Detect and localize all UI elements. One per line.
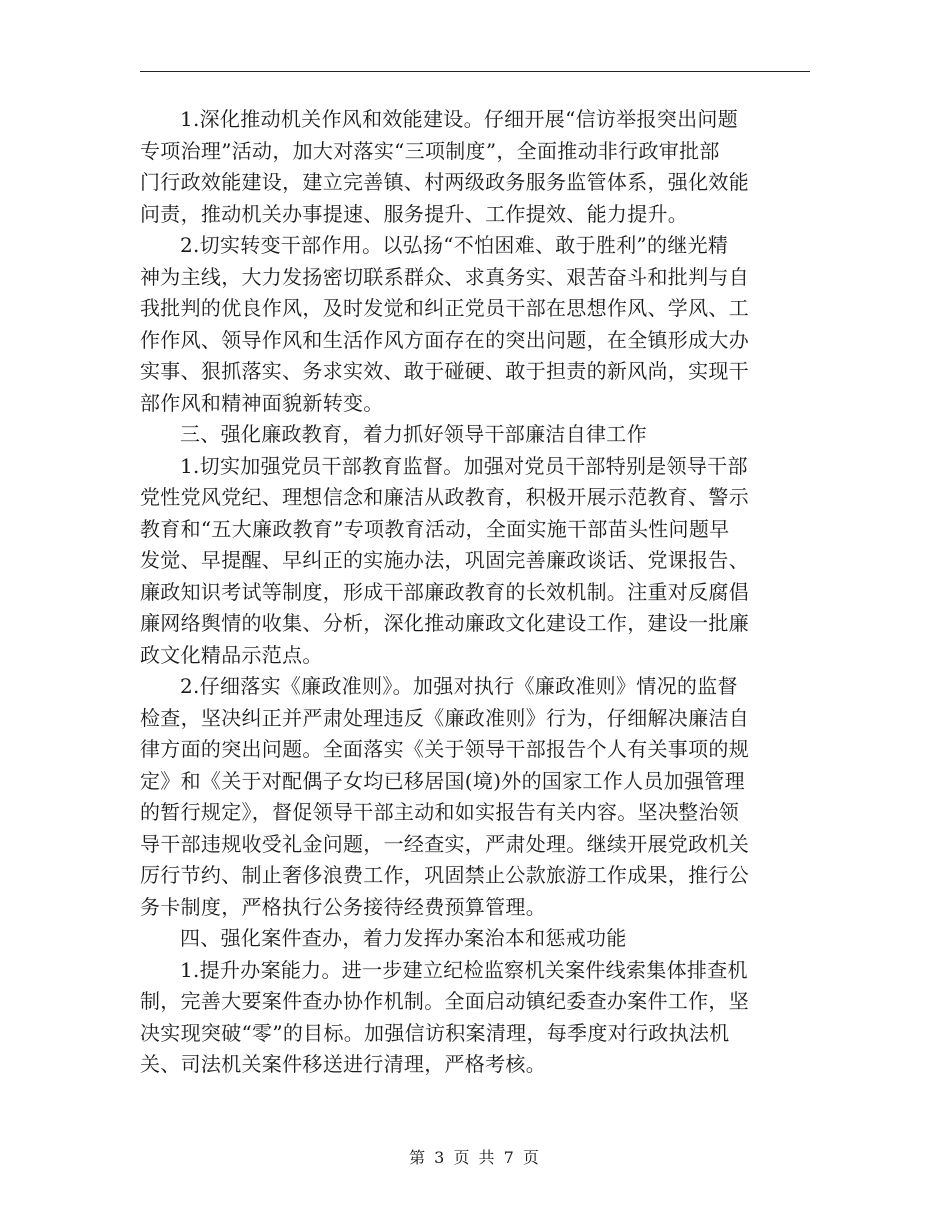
text-line: 问责，推动机关办事提速、服务提升、工作提效、能力提升。 bbox=[140, 201, 689, 226]
text-line: 神为主线，大力发扬密切联系群众、求真务实、艰苦奋斗和批判与自 bbox=[140, 264, 749, 289]
text-line: 门行政效能建设，建立完善镇、村两级政务服务监管体系，强化效能 bbox=[140, 170, 749, 194]
text-line: 的暂行规定》，督促领导干部主动和如实报告有关内容。坚决整治领 bbox=[140, 800, 739, 824]
text-line: 四、强化案件查办，着力发挥办案治本和惩戒功能 bbox=[180, 926, 627, 950]
page-number: 第 3 页 共 7 页 bbox=[409, 1148, 541, 1167]
text-line: 廉网络舆情的收集、分析，深化推动廉政文化建设工作，建设一批廉 bbox=[140, 611, 749, 635]
text-line: 1.深化推动机关作风和效能建设。仔细开展“信访举报突出问题 bbox=[180, 107, 739, 131]
text-line: 厉行节约、制止奢侈浪费工作，巩固禁止公款旅游工作成果，推行公 bbox=[140, 863, 749, 887]
text-line: 廉政知识考试等制度，形成干部廉政教育的长效机制。注重对反腐倡 bbox=[140, 579, 749, 604]
header-rule bbox=[140, 71, 810, 72]
text-line: 检查，坚决纠正并严肃处理违反《廉政准则》行为，仔细解决廉洁自 bbox=[140, 705, 749, 730]
text-line: 2.切实转变干部作用。以弘扬“不怕困难、敢于胜利”的继光精 bbox=[180, 233, 729, 257]
text-line: 三、强化廉政教育，着力抓好领导干部廉洁自律工作 bbox=[180, 422, 647, 446]
text-line: 作作风、领导作风和生活作风方面存在的突出问题，在全镇形成大办 bbox=[140, 327, 749, 352]
text-line: 律方面的突出问题。全面落实《关于领导干部报告个人有关事项的规 bbox=[140, 737, 749, 761]
text-line: 教育和“五大廉政教育”专项教育活动，全面实施干部苗头性问题早 bbox=[140, 516, 730, 541]
text-line: 务卡制度，严格执行公务接待经费预算管理。 bbox=[140, 894, 546, 919]
text-line: 部作风和精神面貌新转变。 bbox=[140, 390, 384, 415]
text-line: 导干部违规收受礼金问题，一经查实，严肃处理。继续开展党政机关 bbox=[140, 831, 749, 856]
text-line: 关、司法机关案件移送进行清理，严格考核。 bbox=[140, 1052, 546, 1076]
text-line: 政文化精品示范点。 bbox=[140, 642, 323, 667]
text-line: 发觉、早提醒、早纠正的实施办法，巩固完善廉政谈话、党课报告、 bbox=[140, 548, 749, 572]
text-lines bbox=[140, 104, 810, 1081]
text-line: 专项治理”活动，加大对落实“三项制度”，全面推动非行政审批部 bbox=[140, 138, 720, 163]
text-line: 我批判的优良作风，及时发觉和纠正党员干部在思想作风、学风、工 bbox=[140, 296, 749, 320]
text-line: 定》和《关于对配偶子女均已移居国(境)外的国家工作人员加强管理 bbox=[140, 768, 745, 793]
document-body bbox=[140, 104, 810, 1081]
text-line: 制，完善大要案件查办协作机制。全面启动镇纪委查办案件工作，坚 bbox=[140, 989, 749, 1013]
text-line: 2.仔细落实《廉政准则》。加强对执行《廉政准则》情况的监督 bbox=[180, 674, 738, 698]
text-line: 决实现突破“零”的目标。加强信访积案清理，每季度对行政执法机 bbox=[140, 1020, 730, 1045]
text-line: 党性党风党纪、理想信念和廉洁从政教育，积极开展示范教育、警示 bbox=[140, 485, 749, 509]
text-line: 1.提升办案能力。进一步建立纪检监察机关案件线索集体排查机 bbox=[180, 957, 748, 982]
text-line: 实事、狠抓落实、务求实效、敢于碰硬、敢于担责的新风尚，实现干 bbox=[140, 359, 749, 383]
text-line: 1.切实加强党员干部教育监督。加强对党员干部特别是领导干部 bbox=[180, 453, 748, 478]
